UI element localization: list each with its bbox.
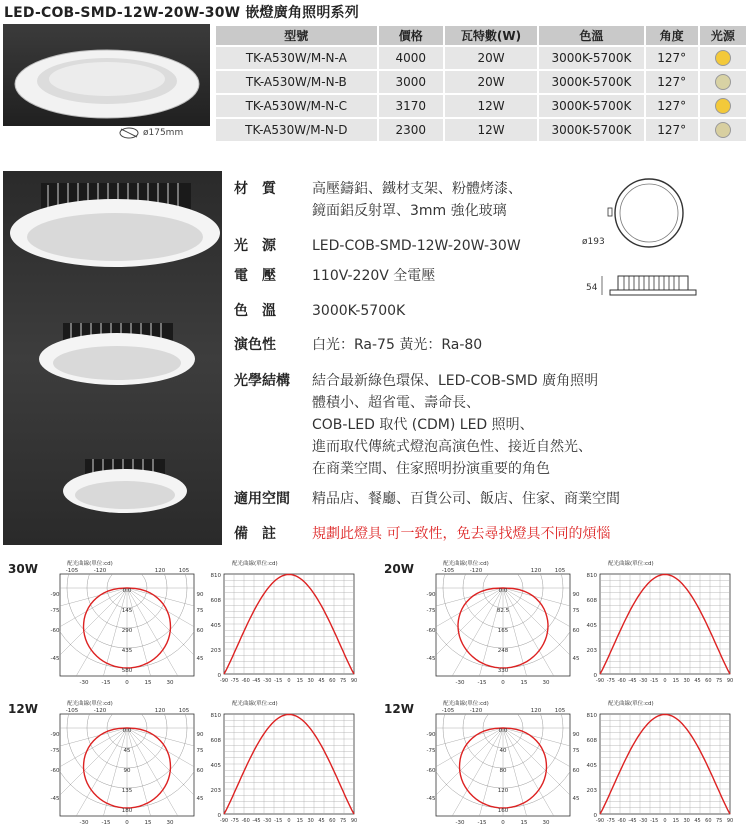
polar-right-tick: 60 — [196, 628, 204, 634]
spec-row — [234, 370, 598, 390]
col-header-model: 型號 — [216, 26, 377, 45]
cartesian-chart-title: 配光曲線(單位:cd) — [608, 701, 654, 707]
cartesian-chart — [206, 698, 356, 826]
light-source-icon — [715, 74, 731, 90]
polar-right-tick: 90 — [196, 592, 204, 598]
y-tick-label: 0 — [217, 673, 221, 679]
polar-right-tick: 75 — [196, 748, 204, 754]
table-cell: 20W — [445, 71, 537, 93]
y-tick-label: 608 — [586, 738, 597, 744]
y-tick-label: 405 — [210, 623, 221, 629]
small-diameter-label: ø175mm — [143, 128, 184, 138]
y-tick-label: 0 — [593, 813, 597, 819]
polar-left-tick: -75 — [426, 608, 436, 614]
polar-left-tick: -60 — [50, 768, 60, 774]
x-tick-label: 0 — [663, 818, 667, 824]
spec-row — [234, 178, 522, 198]
table-cell-light — [700, 47, 746, 69]
x-tick-label: -15 — [274, 678, 283, 684]
polar-bottom-tick: -30 — [79, 680, 89, 686]
polar-right-tick: 45 — [196, 656, 204, 662]
drawing-height: 54 — [586, 283, 598, 293]
y-tick-label: 810 — [210, 713, 221, 719]
polar-left-tick: -45 — [50, 796, 60, 802]
x-tick-label: -15 — [650, 678, 659, 684]
cartesian-chart-title: 配光曲線(單位:cd) — [232, 561, 278, 567]
polar-chart — [418, 698, 578, 826]
polar-bottom-tick: -30 — [79, 820, 89, 826]
polar-chart-title: 配光曲線(單位:cd) — [67, 701, 113, 707]
spec-row — [234, 235, 521, 255]
spec-value-cont: 鏡面鋁反射罩、3mm 強化玻璃 — [312, 203, 507, 219]
spec-table — [214, 24, 748, 143]
x-tick-label: -45 — [628, 818, 637, 824]
x-tick-label: 45 — [694, 818, 701, 824]
x-tick-label: 15 — [672, 818, 680, 824]
spec-row — [234, 488, 620, 508]
polar-bottom-tick: -15 — [477, 680, 487, 686]
polar-right-tick: 75 — [196, 608, 204, 614]
spec-value: LED-COB-SMD-12W-20W-30W — [312, 238, 521, 254]
table-cell: 20W — [445, 47, 537, 69]
spec-value: 白光：Ra-75 黃光：Ra-80 — [312, 337, 483, 353]
technical-drawing — [572, 176, 742, 316]
table-cell: 12W — [445, 119, 537, 141]
polar-right-tick: 90 — [572, 732, 580, 738]
polar-ring-label: 45 — [123, 748, 131, 754]
polar-left-tick: -75 — [50, 748, 60, 754]
wattage-label: 20W — [384, 562, 414, 576]
light-source-icon — [715, 122, 731, 138]
x-tick-label: 60 — [705, 818, 712, 824]
polar-ring-label: 180 — [121, 808, 133, 814]
polar-left-tick: -90 — [426, 732, 436, 738]
product-photo-main — [3, 171, 222, 545]
cartesian-chart — [582, 558, 732, 686]
polar-bottom-tick: -30 — [455, 820, 465, 826]
spec-label: 光 源 — [234, 238, 276, 254]
x-tick-label: 45 — [318, 818, 325, 824]
x-tick-label: -30 — [639, 678, 648, 684]
drawing-diameter: ø193 — [582, 237, 605, 247]
spec-value: 精品店、餐廳、百貨公司、飯店、住家、商業空間 — [312, 491, 620, 507]
polar-top-tick: -120 — [469, 568, 483, 574]
x-tick-label: -60 — [241, 678, 250, 684]
spec-value-cont: COB-LED 取代 (CDM) LED 照明、 — [312, 417, 534, 433]
table-cell: TK-A530W/M-N-C — [216, 95, 377, 117]
polar-bottom-tick: -15 — [477, 820, 487, 826]
polar-ring-label: 135 — [121, 788, 133, 794]
polar-bottom-tick: 30 — [542, 820, 550, 826]
x-tick-label: 15 — [296, 678, 304, 684]
x-tick-label: -90 — [219, 818, 229, 824]
x-tick-label: -30 — [639, 818, 648, 824]
table-row — [216, 47, 746, 69]
table-cell: 127° — [646, 95, 698, 117]
table-cell: TK-A530W/M-N-D — [216, 119, 377, 141]
polar-ring-label: 0.0 — [122, 728, 132, 734]
polar-ring-label: 160 — [497, 808, 509, 814]
table-cell: 12W — [445, 95, 537, 117]
y-tick-label: 203 — [210, 648, 221, 654]
polar-left-tick: -60 — [50, 628, 60, 634]
polar-ring-label: 40 — [499, 748, 507, 754]
polar-right-tick: 45 — [572, 656, 580, 662]
polar-chart — [42, 698, 202, 826]
table-cell-light — [700, 71, 746, 93]
polar-bottom-tick: 0 — [125, 680, 129, 686]
table-cell: 127° — [646, 47, 698, 69]
x-tick-label: -60 — [617, 678, 626, 684]
table-cell: TK-A530W/M-N-A — [216, 47, 377, 69]
spec-value: 結合最新綠色環保、LED-COB-SMD 廣角照明 — [312, 373, 599, 389]
y-tick-label: 203 — [586, 648, 597, 654]
x-tick-label: 90 — [726, 678, 734, 684]
table-row — [216, 71, 746, 93]
polar-right-tick: 45 — [196, 796, 204, 802]
polar-top-tick: -120 — [93, 568, 107, 574]
x-tick-label: -75 — [606, 818, 615, 824]
polar-bottom-tick: -15 — [101, 820, 111, 826]
polar-top-tick: 120 — [154, 708, 166, 714]
polar-bottom-tick: 0 — [125, 820, 129, 826]
x-tick-label: -75 — [606, 678, 615, 684]
polar-ring-label: 145 — [121, 608, 133, 614]
polar-bottom-tick: -15 — [101, 680, 111, 686]
spec-label: 材 質 — [234, 181, 276, 197]
y-tick-label: 608 — [586, 598, 597, 604]
wattage-label: 12W — [8, 702, 38, 716]
polar-right-tick: 75 — [572, 608, 580, 614]
polar-bottom-tick: 0 — [501, 680, 505, 686]
x-tick-label: -30 — [263, 678, 272, 684]
polar-right-tick: 75 — [572, 748, 580, 754]
x-tick-label: -15 — [650, 818, 659, 824]
y-tick-label: 0 — [217, 813, 221, 819]
spec-value-cont: 體積小、超省電、壽命長、 — [312, 395, 480, 411]
polar-bottom-tick: 15 — [520, 680, 528, 686]
x-tick-label: -60 — [241, 818, 250, 824]
polar-chart-title: 配光曲線(單位:cd) — [67, 561, 113, 567]
table-row — [216, 119, 746, 141]
polar-left-tick: -45 — [426, 656, 436, 662]
spec-value-cont: 在商業空間、住家照明扮演重要的角色 — [312, 461, 550, 477]
y-tick-label: 608 — [210, 738, 221, 744]
table-cell: 4000 — [379, 47, 443, 69]
polar-chart-title: 配光曲線(單位:cd) — [443, 701, 489, 707]
x-tick-label: -60 — [617, 818, 626, 824]
small-diameter-note — [118, 126, 183, 140]
light-source-icon — [715, 98, 731, 114]
col-header-watt: 瓦特數(W) — [445, 26, 537, 45]
x-tick-label: -45 — [628, 678, 637, 684]
x-tick-label: 90 — [350, 818, 358, 824]
spec-row — [234, 300, 405, 320]
table-cell: 3000K-5700K — [539, 95, 643, 117]
table-cell: 3000K-5700K — [539, 71, 643, 93]
y-tick-label: 810 — [586, 713, 597, 719]
polar-ring-label: 0.0 — [122, 588, 132, 594]
x-tick-label: 30 — [307, 678, 314, 684]
y-tick-label: 810 — [586, 573, 597, 579]
polar-ring-label: 165 — [497, 628, 509, 634]
polar-left-tick: -45 — [50, 656, 60, 662]
y-tick-label: 810 — [210, 573, 221, 579]
polar-top-tick: 105 — [178, 568, 190, 574]
spec-label: 適用空間 — [234, 491, 290, 507]
x-tick-label: 75 — [339, 818, 347, 824]
polar-right-tick: 60 — [196, 768, 204, 774]
polar-top-tick: 120 — [530, 708, 542, 714]
spec-value-cont: 進而取代傳統式燈泡高演色性、接近自然光、 — [312, 439, 592, 455]
polar-left-tick: -60 — [426, 768, 436, 774]
polar-left-tick: -90 — [50, 732, 60, 738]
table-cell: 3170 — [379, 95, 443, 117]
polar-ring-label: 90 — [123, 768, 131, 774]
x-tick-label: 0 — [663, 678, 667, 684]
x-tick-label: -15 — [274, 818, 283, 824]
y-tick-label: 203 — [210, 788, 221, 794]
spec-label: 光學結構 — [234, 373, 290, 389]
x-tick-label: 30 — [683, 678, 690, 684]
y-tick-label: 0 — [593, 673, 597, 679]
x-tick-label: 30 — [307, 818, 314, 824]
product-photo-top — [3, 24, 210, 126]
polar-ring-label: 290 — [121, 628, 133, 634]
polar-top-tick: -105 — [65, 568, 79, 574]
x-tick-label: 0 — [287, 678, 291, 684]
polar-top-tick: -105 — [441, 568, 455, 574]
y-tick-label: 608 — [210, 598, 221, 604]
col-header-price: 價格 — [379, 26, 443, 45]
polar-top-tick: -120 — [469, 708, 483, 714]
x-tick-label: -90 — [595, 818, 605, 824]
polar-right-tick: 60 — [572, 768, 580, 774]
table-cell: TK-A530W/M-N-B — [216, 71, 377, 93]
polar-left-tick: -90 — [50, 592, 60, 598]
polar-ring-label: 435 — [121, 648, 133, 654]
cutout-icon — [118, 126, 140, 140]
spec-value: 規劃此燈具 可一致性，免去尋找燈具不同的煩惱 — [312, 526, 611, 542]
light-source-icon — [715, 50, 731, 66]
cartesian-chart — [582, 698, 732, 826]
polar-top-tick: -120 — [93, 708, 107, 714]
polar-left-tick: -75 — [426, 748, 436, 754]
polar-ring-label: 580 — [121, 668, 133, 674]
cartesian-chart — [206, 558, 356, 686]
x-tick-label: -45 — [252, 818, 261, 824]
x-tick-label: -75 — [230, 818, 239, 824]
table-cell-light — [700, 95, 746, 117]
x-tick-label: 0 — [287, 818, 291, 824]
x-tick-label: 75 — [715, 818, 723, 824]
x-tick-label: 15 — [296, 818, 304, 824]
table-cell: 3000K-5700K — [539, 119, 643, 141]
polar-bottom-tick: 30 — [166, 680, 174, 686]
polar-ring-label: 0.0 — [498, 588, 508, 594]
table-row — [216, 95, 746, 117]
polar-ring-label: 330 — [497, 668, 509, 674]
polar-right-tick: 60 — [572, 628, 580, 634]
spec-row — [234, 265, 435, 285]
polar-ring-label: 0.0 — [498, 728, 508, 734]
col-header-color-temp: 色溫 — [539, 26, 643, 45]
polar-right-tick: 90 — [572, 592, 580, 598]
x-tick-label: 60 — [329, 818, 336, 824]
spec-label: 演色性 — [234, 337, 276, 353]
x-tick-label: -30 — [263, 818, 272, 824]
x-tick-label: -75 — [230, 678, 239, 684]
polar-top-tick: 120 — [154, 568, 166, 574]
x-tick-label: 75 — [339, 678, 347, 684]
spec-value: 3000K-5700K — [312, 303, 406, 319]
x-tick-label: -45 — [252, 678, 261, 684]
polar-top-tick: 105 — [554, 568, 566, 574]
table-cell-light — [700, 119, 746, 141]
polar-ring-label: 120 — [497, 788, 509, 794]
page-title: LED-COB-SMD-12W-20W-30W 嵌燈廣角照明系列 — [4, 5, 359, 21]
table-cell: 127° — [646, 71, 698, 93]
spec-value: 110V-220V 全電壓 — [312, 268, 436, 284]
spec-label: 色 溫 — [234, 303, 276, 319]
polar-chart — [418, 558, 578, 686]
polar-bottom-tick: 15 — [144, 820, 152, 826]
polar-ring-label: 80 — [499, 768, 507, 774]
polar-chart — [42, 558, 202, 686]
spec-label: 備 註 — [234, 526, 276, 542]
polar-top-tick: 120 — [530, 568, 542, 574]
x-tick-label: 90 — [350, 678, 358, 684]
polar-left-tick: -75 — [50, 608, 60, 614]
polar-top-tick: 105 — [554, 708, 566, 714]
polar-bottom-tick: 30 — [166, 820, 174, 826]
polar-right-tick: 45 — [572, 796, 580, 802]
x-tick-label: 30 — [683, 818, 690, 824]
x-tick-label: -90 — [219, 678, 229, 684]
polar-bottom-tick: -30 — [455, 680, 465, 686]
x-tick-label: 60 — [705, 678, 712, 684]
spec-row — [234, 523, 610, 543]
cartesian-chart-title: 配光曲線(單位:cd) — [608, 561, 654, 567]
polar-ring-label: 82.5 — [496, 608, 510, 614]
polar-left-tick: -90 — [426, 592, 436, 598]
y-tick-label: 203 — [586, 788, 597, 794]
polar-left-tick: -60 — [426, 628, 436, 634]
x-tick-label: 45 — [318, 678, 325, 684]
x-tick-label: -90 — [595, 678, 605, 684]
cartesian-chart-title: 配光曲線(單位:cd) — [232, 701, 278, 707]
polar-bottom-tick: 0 — [501, 820, 505, 826]
polar-top-tick: 105 — [178, 708, 190, 714]
polar-top-tick: -105 — [65, 708, 79, 714]
polar-bottom-tick: 30 — [542, 680, 550, 686]
col-header-angle: 角度 — [646, 26, 698, 45]
x-tick-label: 15 — [672, 678, 680, 684]
polar-chart-title: 配光曲線(單位:cd) — [443, 561, 489, 567]
x-tick-label: 45 — [694, 678, 701, 684]
polar-right-tick: 90 — [196, 732, 204, 738]
polar-bottom-tick: 15 — [520, 820, 528, 826]
polar-left-tick: -45 — [426, 796, 436, 802]
spec-label: 電 壓 — [234, 268, 276, 284]
x-tick-label: 75 — [715, 678, 723, 684]
spec-value: 高壓鑄鋁、鐵材支架、粉體烤漆、 — [312, 181, 522, 197]
table-cell: 127° — [646, 119, 698, 141]
y-tick-label: 405 — [586, 763, 597, 769]
spec-row — [234, 334, 482, 354]
table-cell: 2300 — [379, 119, 443, 141]
polar-ring-label: 248 — [497, 648, 509, 654]
col-header-light: 光源 — [700, 26, 746, 45]
wattage-label: 30W — [8, 562, 38, 576]
wattage-label: 12W — [384, 702, 414, 716]
table-cell: 3000 — [379, 71, 443, 93]
polar-bottom-tick: 15 — [144, 680, 152, 686]
y-tick-label: 405 — [586, 623, 597, 629]
y-tick-label: 405 — [210, 763, 221, 769]
table-cell: 3000K-5700K — [539, 47, 643, 69]
x-tick-label: 60 — [329, 678, 336, 684]
x-tick-label: 90 — [726, 818, 734, 824]
polar-top-tick: -105 — [441, 708, 455, 714]
